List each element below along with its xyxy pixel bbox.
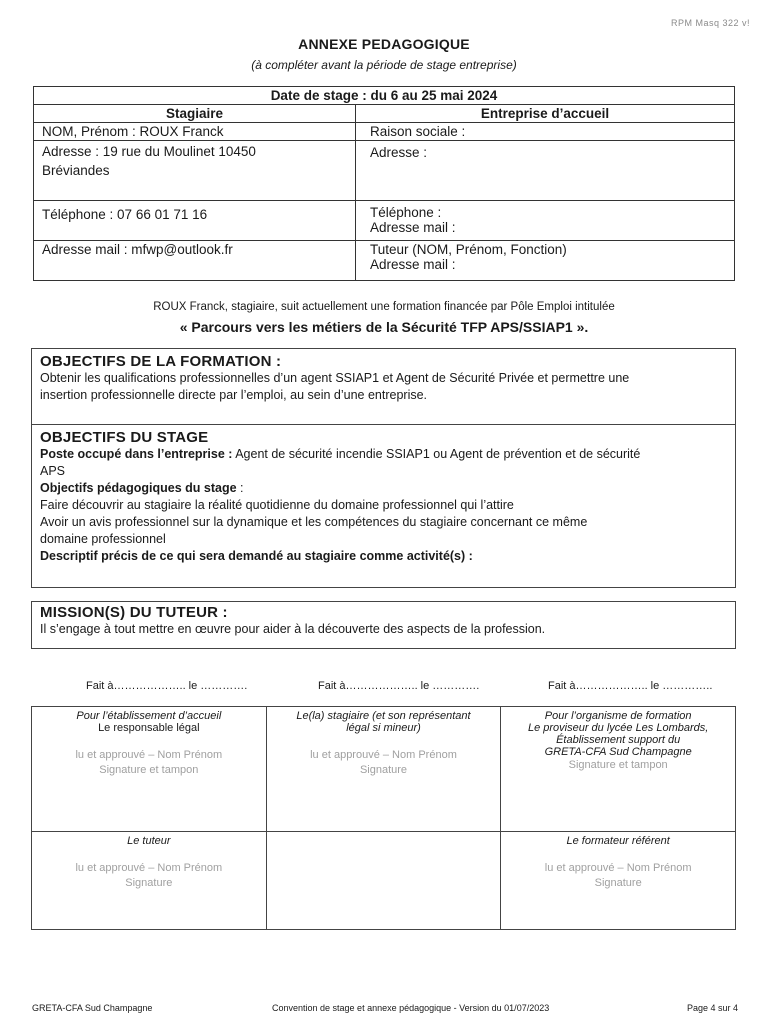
stage-dates: Date de stage : du 6 au 25 mai 2024 [34, 87, 735, 105]
signature-trainee-hint2: Signature [359, 764, 408, 776]
company-email-field: Adresse mail : [370, 220, 456, 235]
signature-table [31, 706, 736, 930]
tutor-mission-heading: MISSION(S) DU TUTEUR : [40, 604, 228, 621]
signature-trainee-title1: Le(la) stagiaire (et son représentant [296, 710, 471, 722]
company-phone-field: Téléphone : [370, 205, 442, 220]
tutor-fields [356, 241, 735, 281]
stage-post-value: Agent de sécurité incendie SSIAP1 ou Agent de prévention et de sécurité [232, 447, 641, 461]
footer-organization: GRETA-CFA Sud Champagne [32, 1003, 153, 1013]
fait-a-organism: Fait à……………….. le ………….. [548, 680, 713, 692]
signature-company-hint2: Signature et tampon [99, 764, 199, 776]
fait-a-trainee: Fait à……………….. le …………. [318, 680, 480, 692]
stage-post-label: Poste occupé dans l’entreprise : [40, 447, 233, 461]
pedagogic-objective-3: domaine professionnel [40, 532, 166, 546]
signature-referent [501, 832, 736, 930]
page-subtitle: (à compléter avant la période de stage entreprise) [251, 58, 517, 72]
trainee-address-line1: Adresse : 19 rue du Moulinet 10450 [42, 144, 256, 159]
signature-company-hint1: lu et approuvé – Nom Prénom [75, 749, 223, 761]
document-reference: RPM Masq 322 v! [670, 18, 750, 28]
tutor-field: Tuteur (NOM, Prénom, Fonction) [370, 242, 567, 257]
signature-organism-title: Pour l’organisme de formation [544, 710, 692, 722]
training-intro: ROUX Franck, stagiaire, suit actuellement une formation financée par Pôle Emploi intitulée [153, 301, 615, 313]
fait-a-company: Fait à……………….. le …………. [86, 680, 248, 692]
training-objectives-heading: OBJECTIFS DE LA FORMATION : [40, 353, 282, 370]
signature-trainee-title2: légal si mineur) [346, 722, 421, 734]
signature-referent-hint1: lu et approuvé – Nom Prénom [544, 862, 692, 874]
signature-tutor-title: Le tuteur [127, 835, 171, 847]
signature-tutor [32, 832, 267, 930]
company-address-field: Adresse : [356, 141, 735, 201]
signature-trainee-hint1: lu et approuvé – Nom Prénom [310, 749, 457, 761]
pedagogic-objective-2: Avoir un avis professionnel sur la dynamique et les compétences du stagiaire concernant ce même [40, 515, 588, 529]
pedagogic-objectives-label: Objectifs pédagogiques du stage [40, 481, 237, 495]
training-program-title: « Parcours vers les métiers de la Sécurité TFP APS/SSIAP1 ». [179, 319, 589, 335]
page-title: ANNEXE PEDAGOGIQUE [298, 36, 470, 52]
pedagogic-objectives [40, 480, 727, 497]
trainee-email: Adresse mail : mfwp@outlook.fr [34, 241, 356, 281]
company-contact-fields [356, 201, 735, 241]
activities-label: Descriptif précis de ce qui sera demandé au stagiaire comme activité(s) : [40, 549, 473, 563]
training-objectives-line2: insertion professionnelle directe par l’emploi, au sein d’une entreprise. [40, 388, 428, 402]
signature-referent-hint2: Signature [594, 877, 642, 889]
company-column-header: Entreprise d’accueil [356, 105, 735, 123]
company-name-field: Raison sociale : [356, 123, 735, 141]
trainee-column-header: Stagiaire [34, 105, 356, 123]
signature-organism-sub3: GRETA-CFA Sud Champagne [544, 746, 692, 758]
signature-empty-cell [266, 832, 501, 930]
tutor-mission-text: Il s’engage à tout mettre en œuvre pour aider à la découverte des aspects de la profession. [40, 622, 546, 636]
signature-tutor-hint2: Signature [125, 877, 173, 889]
tutor-email-field: Adresse mail : [370, 257, 456, 272]
signature-organism [501, 707, 736, 832]
pedagogic-objective-1: Faire découvrir au stagiaire la réalité quotidienne du domaine professionnel qui l’attire [40, 498, 514, 512]
trainee-address [34, 141, 356, 201]
signature-organism-sub1: Le proviseur du lycée Les Lombards, [527, 722, 709, 734]
tutor-mission-section [31, 601, 736, 649]
stage-objectives-section [31, 425, 736, 588]
signature-trainee [266, 707, 501, 832]
trainee-name: NOM, Prénom : ROUX Franck [34, 123, 356, 141]
trainee-address-line2: Bréviandes [42, 163, 110, 178]
signature-company-title: Pour l’établissement d’accueil [76, 710, 222, 722]
trainee-phone: Téléphone : 07 66 01 71 16 [34, 201, 356, 241]
stage-objectives-heading: OBJECTIFS DU STAGE [40, 429, 209, 446]
stage-post [40, 446, 727, 463]
training-objectives-section [31, 348, 736, 425]
pedagogic-objectives-colon: : [236, 481, 244, 495]
signature-tutor-hint1: lu et approuvé – Nom Prénom [75, 862, 223, 874]
signature-organism-sub2: Établissement support du [556, 734, 681, 746]
stage-info-table [33, 86, 735, 281]
signature-referent-title: Le formateur référent [566, 835, 670, 847]
signature-organism-hint: Signature et tampon [568, 759, 668, 771]
footer-page-number: Page 4 sur 4 [686, 1003, 738, 1013]
signature-company [32, 707, 267, 832]
training-objectives-line1: Obtenir les qualifications professionnelles d’un agent SSIAP1 et Agent de Sécurité Privée et permettre une [40, 371, 630, 385]
stage-post-value-line2: APS [40, 464, 66, 478]
signature-company-sub: Le responsable légal [98, 722, 200, 734]
footer-document-version: Convention de stage et annexe pédagogique - Version du 01/07/2023 [272, 1003, 550, 1013]
